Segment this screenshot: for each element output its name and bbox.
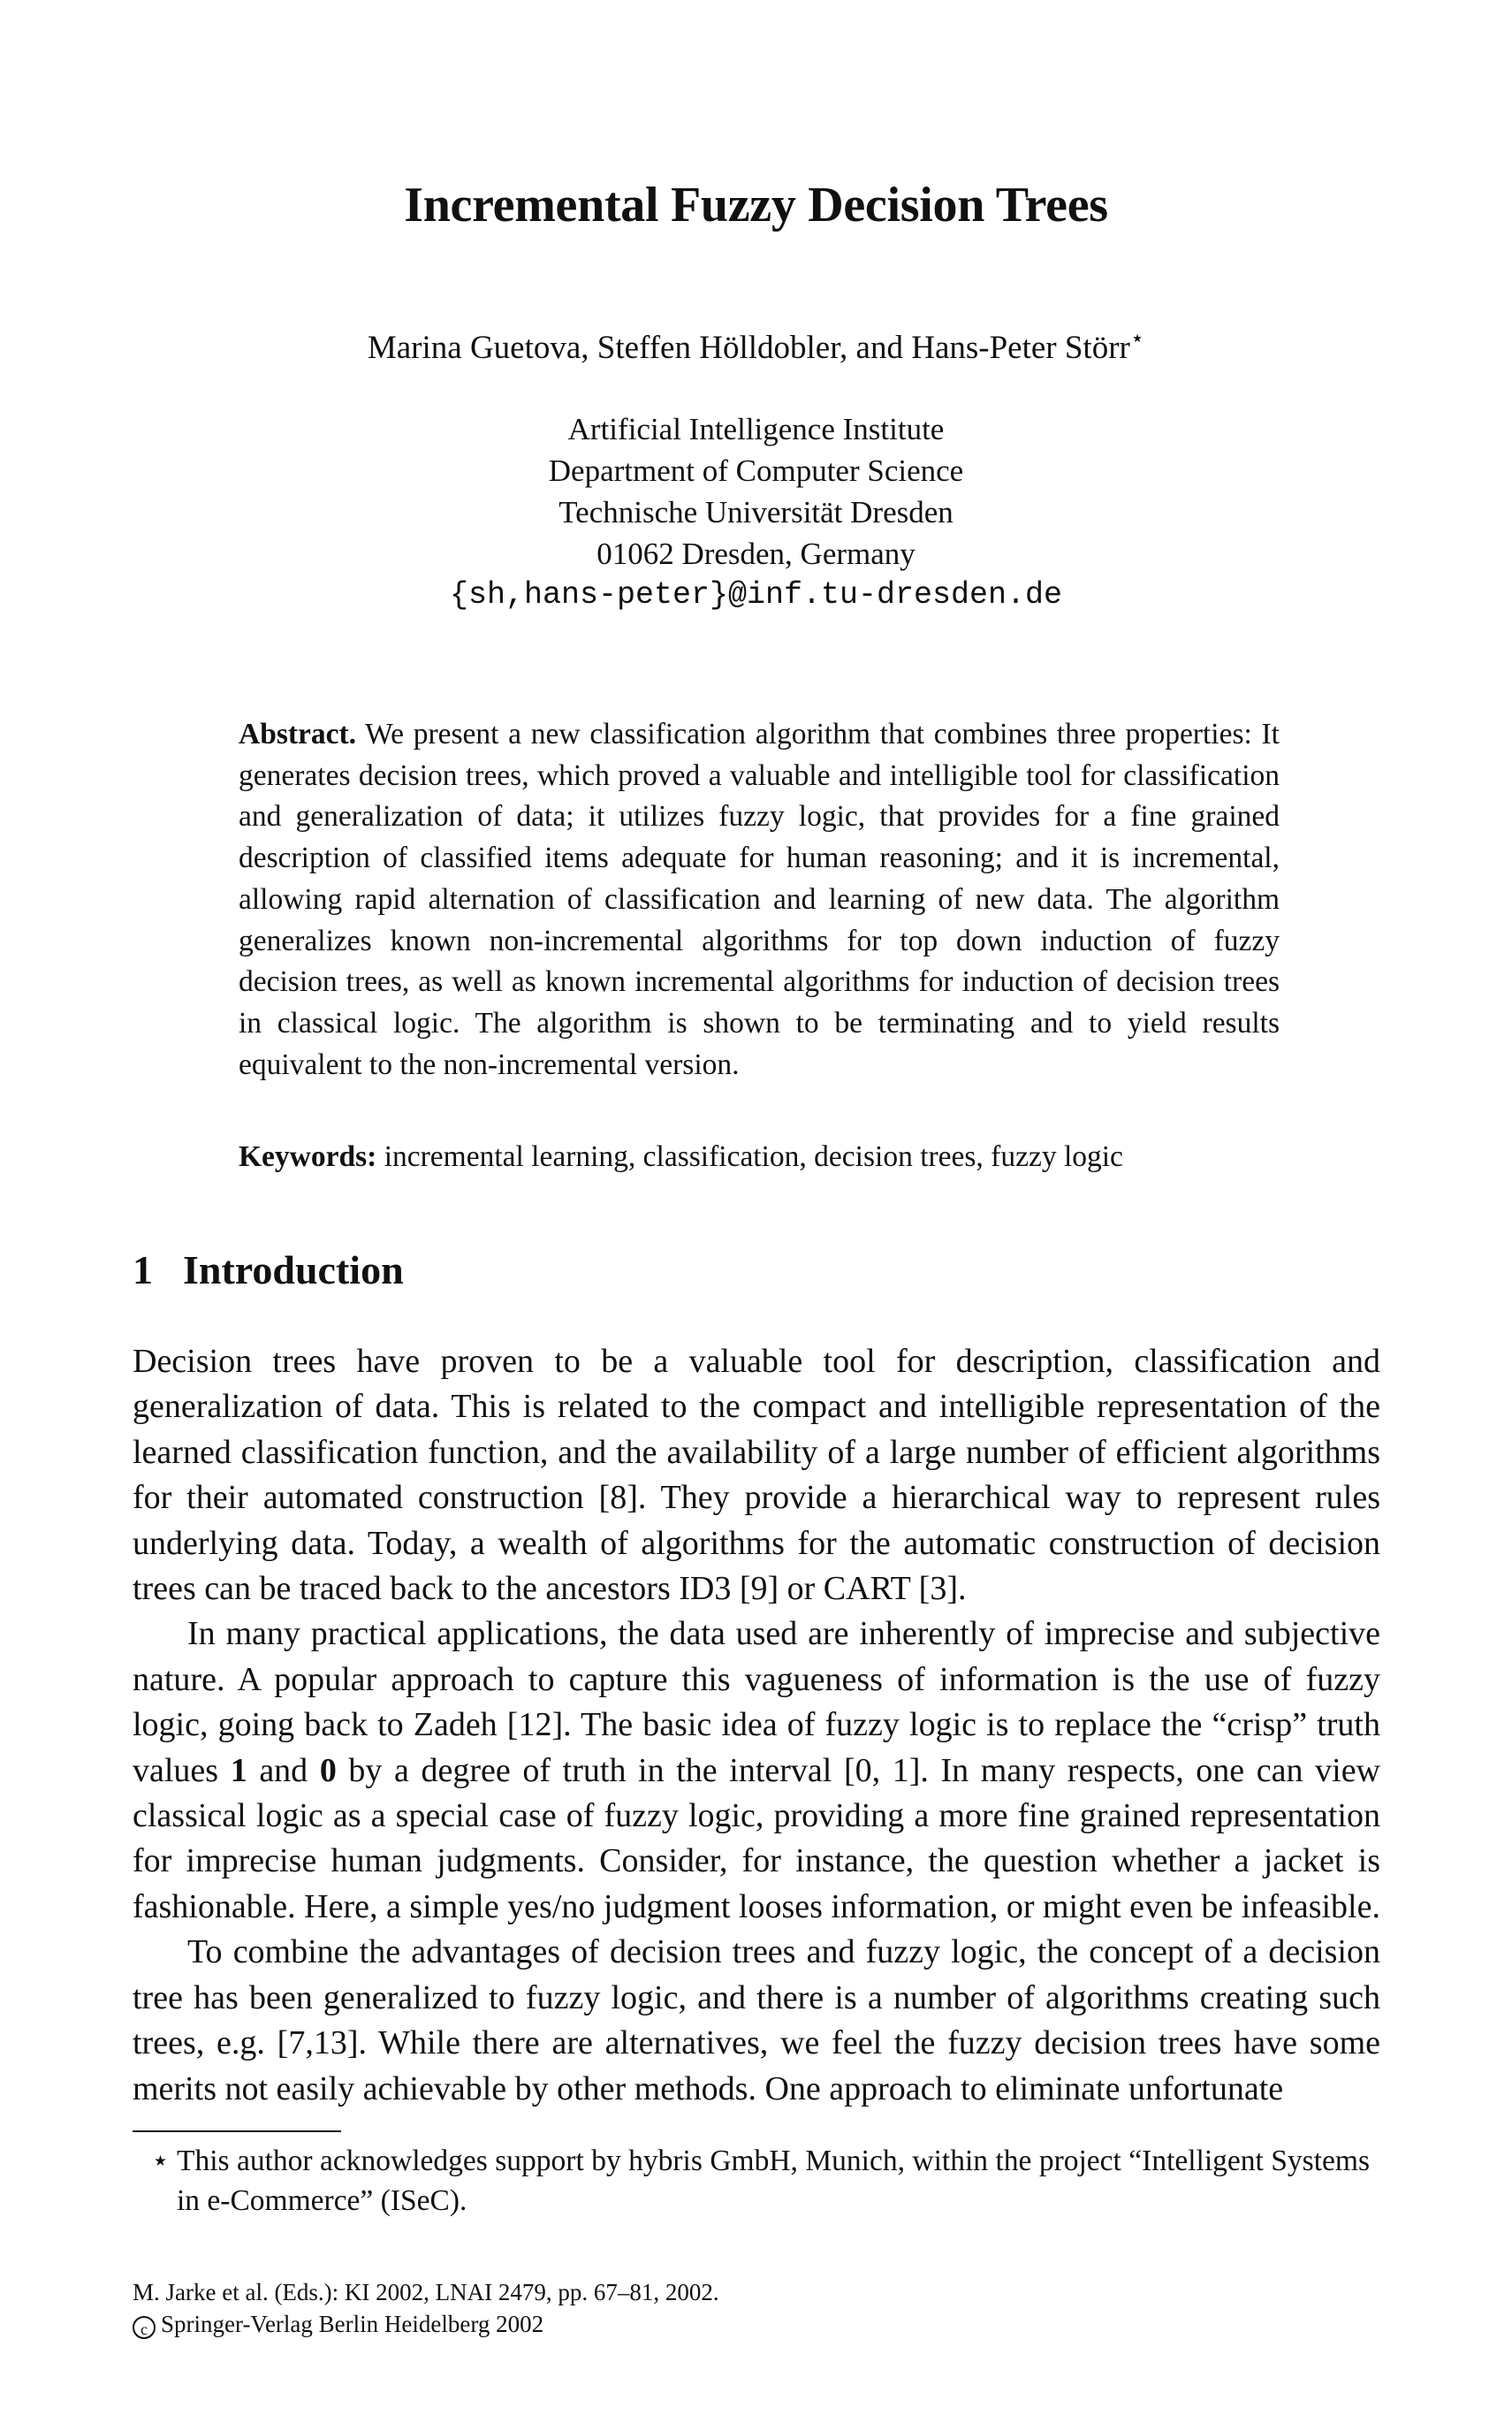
footnote bbox=[133, 2141, 1380, 2221]
paper-title: Incremental Fuzzy Decision Trees bbox=[404, 178, 1108, 232]
introduction-paragraph-1: Decision trees have proven to be a valuable tool for description, classification and generalization of data. This is related to the compact and intelligible representation of the learned classification function, and the availability of a large number of efficient algorithms for their automated construction [8]. They provide a hierarchical way to represent rules underlying data. Today, a wealth of algorithms for the automatic construction of decision trees can be traced back to the ancestors ID3 [9] or CART [3]. bbox=[133, 1343, 1380, 1608]
abstract-text: We present a new classification algorithm that combines three properties: It generates decision trees, which proved a valuable and intelligible tool for classification and generalization of data; it utilizes fuzzy logic, that provides for a fine grained description of classified items adequate for human reasoning; and it is incremental, allowing rapid alternation of classification and learning of new data. The algorithm generalizes known non-incremental algorithms for top down induction of fuzzy decision trees, as well as known incremental algorithms for induction of decision trees in classical logic. The algorithm is shown to be terminating and to yield results equivalent to the non-incremental version. bbox=[239, 718, 1280, 1081]
publication-info bbox=[133, 2276, 719, 2340]
affiliation-university: Technische Universität Dresden bbox=[558, 495, 954, 530]
footnote-divider bbox=[133, 2130, 341, 2132]
publication-copyright bbox=[133, 2308, 719, 2340]
author-footnote-mark: ⋆ bbox=[1129, 325, 1145, 351]
abstract bbox=[239, 714, 1280, 1086]
keywords bbox=[239, 1137, 1299, 1177]
truth-value-one: 1 bbox=[230, 1751, 247, 1789]
affiliation-department: Department of Computer Science bbox=[548, 453, 964, 488]
authors-text: Marina Guetova, Steffen Hölldobler, and Hans-Peter Störr bbox=[367, 330, 1130, 366]
keywords-label: Keywords: bbox=[239, 1140, 377, 1173]
author-list bbox=[0, 325, 1512, 367]
affiliation-email: {sh,hans-peter}@inf.tu-dresden.de bbox=[449, 577, 1063, 613]
affiliation-block bbox=[0, 408, 1512, 616]
keywords-text: incremental learning, classification, decision trees, fuzzy logic bbox=[384, 1140, 1123, 1173]
paragraph-2-and: and bbox=[247, 1751, 320, 1789]
affiliation-address: 01062 Dresden, Germany bbox=[596, 537, 916, 571]
section-number: 1 bbox=[133, 1247, 153, 1292]
paragraph-2-part-a: In many practical applications, the data used are inherently of imprecise and subjective nature. A popular approach to capture this vagueness of information is the use of fuzzy logic, going back to Zadeh [12]. The basic idea of fuzzy logic is to replace the “crisp” truth values bbox=[133, 1615, 1380, 1789]
footnote-text: This author acknowledges support by hybris GmbH, Munich, within the project “Intelligent Systems in e-Commerce” (ISeC). bbox=[177, 2145, 1370, 2217]
abstract-label: Abstract. bbox=[239, 718, 357, 751]
paragraph-2-part-b: by a degree of truth in the interval [0, 1]. In many respects, one can view classical logic as a special case of fuzzy logic, providing a more fine grained representation for imprecise human judgments. Consider, for instance, the question whether a jacket is fashionable. Here, a simple yes/no judgment looses information, or might even be infeasible. bbox=[133, 1751, 1381, 1925]
introduction-paragraph-3: To combine the advantages of decision trees and fuzzy logic, the concept of a decision tree has been generalized to fuzzy logic, and there is a number of algorithms creating such trees, e.g. [7,13]. While there are alternatives, we feel the fuzzy decision trees have some merits not easily achievable by other methods. One approach to eliminate unfortunate bbox=[133, 1933, 1380, 2107]
footnote-mark: ⋆ bbox=[151, 2145, 170, 2177]
copyright-text: Springer-Verlag Berlin Heidelberg 2002 bbox=[161, 2311, 544, 2337]
section-title: Introduction bbox=[183, 1247, 404, 1292]
copyright-icon: c bbox=[133, 2316, 156, 2339]
truth-value-zero: 0 bbox=[319, 1751, 337, 1789]
affiliation-institute: Artificial Intelligence Institute bbox=[567, 412, 945, 446]
publication-citation: M. Jarke et al. (Eds.): KI 2002, LNAI 2479, pp. 67–81, 2002. bbox=[133, 2279, 719, 2305]
introduction-body bbox=[133, 1339, 1380, 2112]
section-heading-introduction bbox=[133, 1246, 404, 1293]
introduction-paragraph-2 bbox=[133, 1612, 1380, 1930]
